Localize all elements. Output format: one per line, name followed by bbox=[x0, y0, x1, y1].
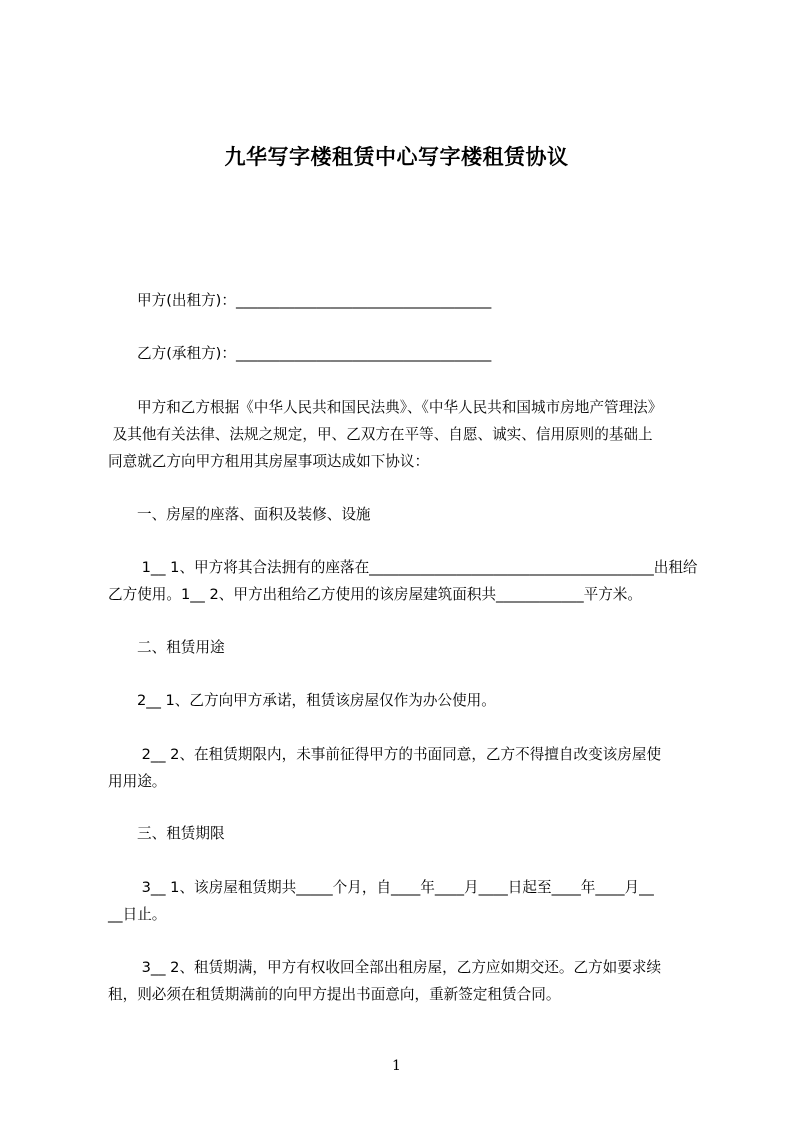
clause-3-1-line-2: __日止。 bbox=[108, 906, 167, 923]
party-b-line: 乙方(承租方)：___________________________________ bbox=[137, 345, 492, 362]
clause-1-1-line-2: 乙方使用。1__ 2、甲方出租给乙方使用的该房屋建筑面积共____________平方米。 bbox=[108, 586, 642, 603]
clause-2-1: 2__ 1、乙方向甲方承诺，租赁该房屋仅作为办公使用。 bbox=[137, 692, 496, 709]
clause-3-2-line-2: 租，则必须在租赁期满前的向甲方提出书面意向，重新签定租赁合同。 bbox=[108, 986, 561, 1003]
intro-line-1: 甲方和乙方根据《中华人民共和国民法典》、《中华人民共和国城市房地产管理法》 bbox=[137, 399, 663, 416]
section-1-heading: 一、房屋的座落、面积及装修、设施 bbox=[137, 506, 371, 523]
document-title: 九华写字楼租赁中心写字楼租赁协议 bbox=[224, 145, 569, 169]
party-a-line: 甲方(出租方)：___________________________________ bbox=[137, 292, 492, 309]
clause-1-1-line-1: 1__ 1、甲方将其合法拥有的座落在_______________________________________出租给 bbox=[137, 559, 698, 576]
clause-3-1-line-1: 3__ 1、该房屋租赁期共_____个月，自____年____月____日起至____年____月__ bbox=[137, 879, 654, 896]
clause-3-2-line-1: 3__ 2、租赁期满，甲方有权收回全部出租房屋，乙方应如期交还。乙方如要求续 bbox=[137, 959, 662, 976]
clause-2-2-line-2: 用用途。 bbox=[108, 773, 167, 790]
section-2-heading: 二、租赁用途 bbox=[137, 639, 225, 656]
intro-line-2: 及其他有关法律、法规之规定，甲、乙双方在平等、自愿、诚实、信用原则的基础上 bbox=[108, 426, 653, 443]
intro-line-3: 同意就乙方向甲方租用其房屋事项达成如下协议： bbox=[108, 453, 430, 470]
clause-2-2-line-1: 2__ 2、在租赁期限内，未事前征得甲方的书面同意，乙方不得擅自改变该房屋使 bbox=[137, 746, 662, 763]
section-3-heading: 三、租赁期限 bbox=[137, 825, 225, 842]
page-number: 1 bbox=[392, 1058, 401, 1074]
